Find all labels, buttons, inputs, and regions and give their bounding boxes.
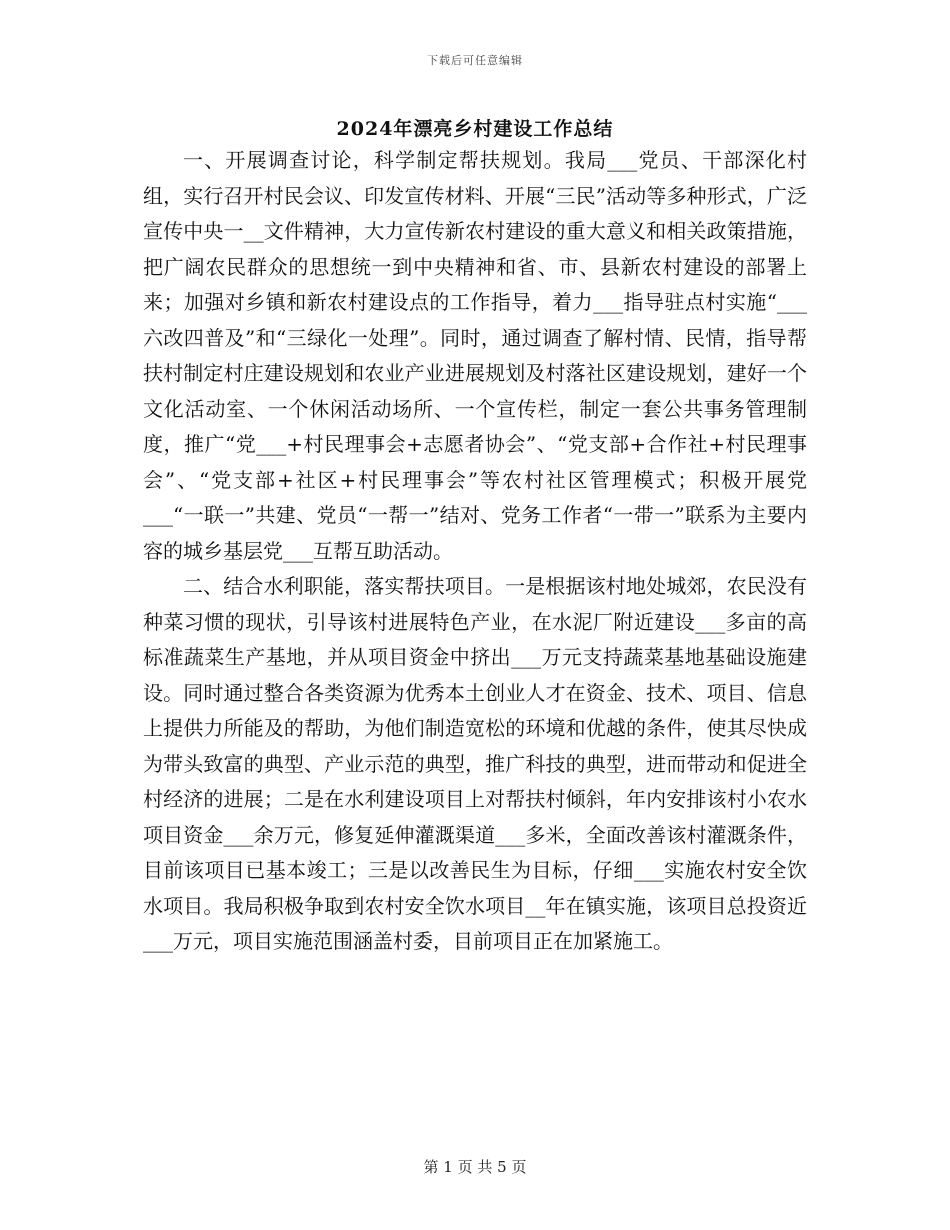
page-number: 第 1 页 共 5 页 xyxy=(423,1158,527,1176)
document-title: 2024年漂亮乡村建设工作总结 xyxy=(336,118,614,140)
paragraph-2: 二、结合水利职能，落实帮扶项目。一是根据该村地处城郊，农民没有种菜习惯的现状，引导该村进展特色产业，在水泥厂附近建设___多亩的高标准蔬菜生产基地，并从项目资金中挤出___万元支持蔬菜基地基础设施建设。同时通过整合各类资源为优秀本土创业人才在资金、技术、项目、信息上提供力所能及的帮助，为他们制造宽松的环境和优越的条件，使其尽快成为带头致富的典型、产业示范的典型，推广科技的典型，进而带动和促进全村经济的进展；二是在水利建设项目上对帮扶村倾斜，年内安排该村小农水项目资金___余万元，修复延伸灌溉渠道___多米，全面改善该村灌溉条件，目前该项目已基本竣工；三是以改善民生为目标，仔细___实施农村安全饮水项目。我局积极争取到农村安全饮水项目__年在镇实施，该项目总投资近___万元，项目实施范围涵盖村委，目前项目正在加紧施工。 xyxy=(143,574,807,953)
paragraph-1: 一、开展调查讨论，科学制定帮扶规划。我局___党员、干部深化村组，实行召开村民会议、印发宣传材料、开展“三民”活动等多种形式，广泛宣传中央一__文件精神，大力宣传新农村建设的重大意义和相关政策措施，把广阔农民群众的思想统一到中央精神和省、市、县新农村建设的部署上来；加强对乡镇和新农村建设点的工作指导，着力___指导驻点村实施“___六改四普及”和“三绿化一处理”。同时，通过调查了解村情、民情，指导帮扶村制定村庄建设规划和农业产业进展规划及村落社区建设规划，建好一个文化活动室、一个休闲活动场所、一个宣传栏，制定一套公共事务管理制度，推广“党___+村民理事会+志愿者协会”、“党支部+合作社+村民理事会”、“党支部+社区+村民理事会”等农村社区管理模式；积极开展党___“一联一”共建、党员“一帮一”结对、党务工作者“一带一”联系为主要内容的城乡基层党___互帮互助活动。 xyxy=(143,148,807,563)
document-body xyxy=(143,143,807,960)
header-note: 下载后可任意编辑 xyxy=(427,54,523,67)
